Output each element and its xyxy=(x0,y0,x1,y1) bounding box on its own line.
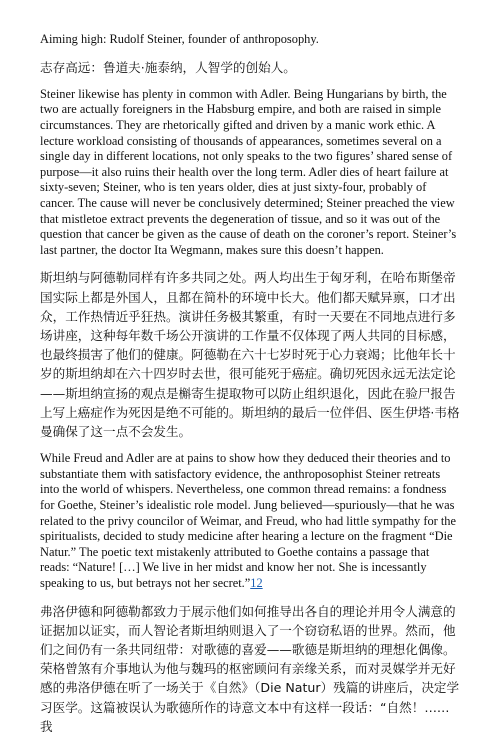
footnote-link[interactable]: 12 xyxy=(250,575,263,590)
caption-english: Aiming high: Rudolf Steiner, founder of anthroposophy. xyxy=(40,32,319,46)
paragraph-english-2 xyxy=(40,451,460,591)
caption-chinese: 志存高远：鲁道夫·施泰纳，人智学的创始人。 xyxy=(40,59,296,75)
paragraph-chinese-2: 弗洛伊德和阿德勒都致力于展示他们如何推导出各自的理论并用令人满意的证据加以证实，而人智论者斯坦纳则退入了一个窃窃私语的世界。然而，他们之间仍有一条共同纽带：对歌德的喜爱——歌德是斯坦纳的理想化偶像。荣格曾煞有介事地认为他与魏玛的枢密顾问有亲缘关系，而对灵媒学并无好感的弗洛伊德在听了一场关于《自然》（Die Natur）残篇的讲座后，决定学习医学。这篇被误认为歌德所作的诗意文本中有这样一段话：“自然！……我 xyxy=(40,603,460,734)
paragraph-english-1: Steiner likewise has plenty in common with Adler. Being Hungarians by birth, the two are actually foreigners in the Habsburg empire, and both are raised in simple circumstances. They are rhetorically gifted and driven by a manic work ethic. A lecture workload consisting of thousands of appearances, sometimes several on a single day in different locations, not only speaks to the two figures’ shared sense of purpose—it also ruins their health over the long term. Adler dies of heart failure at sixty-seven; Steiner, who is ten years older, dies at just sixty-four, probably of cancer. The cause will never be conclusively determined; Steiner preached the view that mistletoe extract prevents the degeneration of tissue, and so it was out of the question that cancer be given as the cause of death on the coroner’s report. Steiner’s last partner, the doctor Ita Wegmann, makes sure this doesn’t happen. xyxy=(40,86,457,257)
paragraph-chinese-1: 斯坦纳与阿德勒同样有许多共同之处。两人均出生于匈牙利，在哈布斯堡帝国实际上都是外国人，且都在简朴的环境中长大。他们都天赋异禀，口才出众，工作热情近乎狂热。演讲任务极其繁重，有时一天要在不同地点进行多场讲座，这种每年数千场公开演讲的工作量不仅体现了两人共同的目标感，也最终损害了他们的健康。阿德勒在六十七岁时死于心力衰竭；比他年长十岁的斯坦纳却在六十四岁时去世，很可能死于癌症。确切死因永远无法定论——斯坦纳宣扬的观点是槲寄生提取物可以防止组织退化，因此在验尸报告上写上癌症作为死因是绝不可能的。斯坦纳的最后一位伴侣、医生伊塔·韦格曼确保了这一点不会发生。 xyxy=(40,270,460,439)
paragraph-english-2-text: While Freud and Adler are at pains to show how they deduced their theories and to substantiate them with satisfactory evidence, the anthroposophist Steiner retreats into the world of whispers. Nevertheless, one common thread remains: a fondness for Goethe, Steiner’s idealistic role model. Jung believed—spuriously—that he was related to the privy councilor of Weimar, and Freud, who had little sympathy for the spiritualists, decided to study medicine after hearing a lecture on the fragment “Die Natur.” The poetic text mistakenly attributed to Goethe contains a passage that reads: “Nature! […] We live in her midst and know her not. She is incessantly speaking to us, but betrays not her secret.” xyxy=(40,451,457,590)
